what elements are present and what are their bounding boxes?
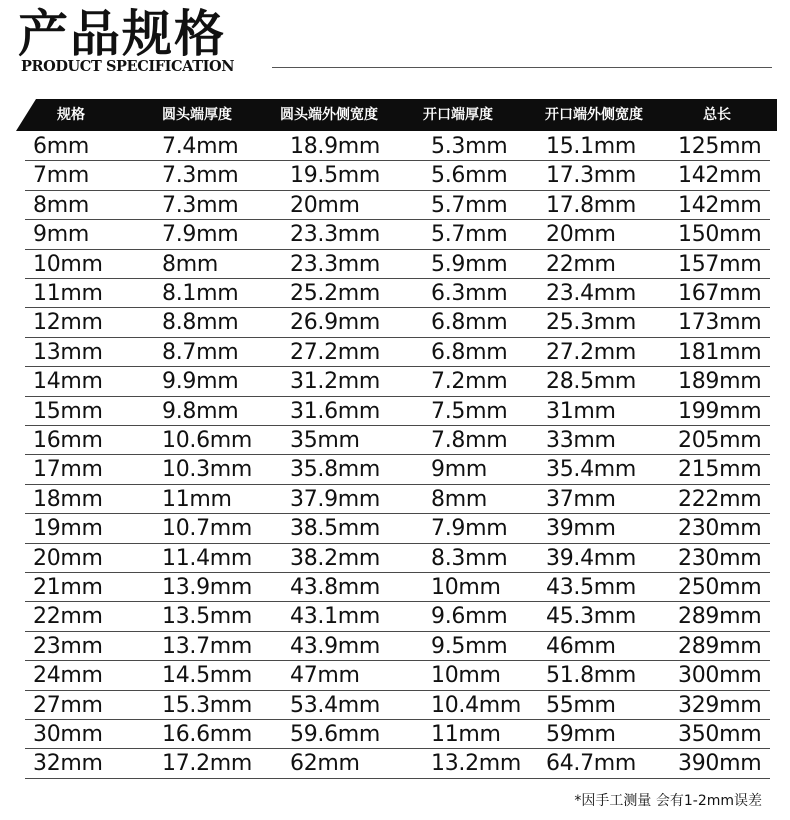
cell-round-end-thickness: 13.7mm	[162, 633, 253, 659]
row-divider	[25, 249, 770, 250]
cell-total-length: 181mm	[678, 339, 762, 365]
cell-size: 15mm	[33, 398, 103, 424]
cell-open-end-outer-width: 17.8mm	[546, 192, 637, 218]
cell-open-end-outer-width: 17.3mm	[546, 163, 637, 189]
cell-total-length: 215mm	[678, 457, 762, 483]
cell-open-end-thickness: 9.5mm	[431, 633, 508, 659]
cell-total-length: 289mm	[678, 633, 762, 659]
cell-size: 16mm	[33, 428, 103, 453]
cell-open-end-outer-width: 43.5mm	[546, 575, 637, 600]
cell-total-length: 142mm	[678, 163, 762, 189]
cell-round-end-thickness: 8.1mm	[162, 281, 239, 306]
cell-round-end-outer-width: 53.4mm	[290, 692, 381, 718]
cell-size: 9mm	[33, 222, 89, 248]
cell-size: 32mm	[33, 751, 103, 777]
cell-round-end-thickness: 10.3mm	[162, 457, 253, 483]
cell-open-end-outer-width: 15.1mm	[546, 134, 637, 159]
cell-round-end-outer-width: 26.9mm	[290, 310, 381, 336]
row-divider	[25, 601, 770, 602]
cell-round-end-thickness: 10.6mm	[162, 428, 253, 453]
cell-open-end-outer-width: 28.5mm	[546, 369, 637, 395]
cell-open-end-thickness: 10mm	[431, 663, 501, 689]
cell-open-end-thickness: 9mm	[431, 457, 487, 483]
cell-size: 19mm	[33, 516, 103, 542]
cell-size: 8mm	[33, 192, 89, 218]
cell-total-length: 150mm	[678, 222, 762, 248]
cell-size: 23mm	[33, 633, 103, 659]
cell-total-length: 199mm	[678, 398, 762, 424]
cell-total-length: 329mm	[678, 692, 762, 718]
cell-open-end-outer-width: 39mm	[546, 516, 616, 542]
cell-open-end-outer-width: 55mm	[546, 692, 616, 718]
cell-open-end-outer-width: 25.3mm	[546, 310, 637, 336]
cell-size: 13mm	[33, 339, 103, 365]
cell-size: 22mm	[33, 604, 103, 630]
cell-size: 10mm	[33, 251, 103, 277]
row-divider	[25, 513, 770, 514]
cell-open-end-outer-width: 64.7mm	[546, 751, 637, 777]
row-divider	[25, 160, 770, 161]
row-divider	[25, 690, 770, 691]
cell-round-end-thickness: 13.9mm	[162, 575, 253, 600]
cell-open-end-thickness: 7.2mm	[431, 369, 508, 395]
cell-open-end-outer-width: 39.4mm	[546, 545, 637, 571]
page-title: 产品规格	[18, 5, 226, 63]
row-divider	[25, 660, 770, 661]
cell-round-end-outer-width: 43.8mm	[290, 575, 381, 600]
cell-round-end-outer-width: 43.9mm	[290, 633, 381, 659]
cell-round-end-thickness: 8mm	[162, 251, 218, 277]
cell-total-length: 125mm	[678, 134, 762, 159]
cell-open-end-thickness: 8mm	[431, 486, 487, 512]
cell-total-length: 230mm	[678, 545, 762, 571]
cell-size: 6mm	[33, 134, 89, 159]
cell-open-end-outer-width: 22mm	[546, 251, 616, 277]
cell-open-end-thickness: 7.9mm	[431, 516, 508, 542]
header-open-end-outer-width: 开口端外侧宽度	[545, 107, 643, 123]
header-round-end-thickness: 圆头端厚度	[162, 107, 232, 123]
cell-round-end-thickness: 16.6mm	[162, 722, 253, 747]
header-round-end-outer-width: 圆头端外侧宽度	[280, 107, 378, 123]
row-divider	[25, 454, 770, 455]
cell-round-end-thickness: 7.9mm	[162, 222, 239, 248]
cell-round-end-outer-width: 27.2mm	[290, 339, 381, 365]
cell-round-end-thickness: 8.8mm	[162, 310, 239, 336]
cell-size: 30mm	[33, 722, 103, 747]
cell-round-end-thickness: 17.2mm	[162, 751, 253, 777]
cell-round-end-outer-width: 35mm	[290, 428, 360, 453]
cell-open-end-outer-width: 59mm	[546, 722, 616, 747]
cell-round-end-outer-width: 43.1mm	[290, 604, 381, 630]
cell-open-end-outer-width: 31mm	[546, 398, 616, 424]
cell-round-end-thickness: 14.5mm	[162, 663, 253, 689]
cell-open-end-outer-width: 51.8mm	[546, 663, 637, 689]
cell-size: 14mm	[33, 369, 103, 395]
cell-round-end-outer-width: 38.2mm	[290, 545, 381, 571]
cell-total-length: 189mm	[678, 369, 762, 395]
cell-open-end-thickness: 5.9mm	[431, 251, 508, 277]
cell-total-length: 157mm	[678, 251, 762, 277]
row-divider	[25, 396, 770, 397]
cell-open-end-thickness: 5.6mm	[431, 163, 508, 189]
cell-total-length: 222mm	[678, 486, 762, 512]
cell-open-end-thickness: 10.4mm	[431, 692, 522, 718]
row-divider	[25, 366, 770, 367]
cell-open-end-thickness: 5.7mm	[431, 192, 508, 218]
cell-open-end-thickness: 5.7mm	[431, 222, 508, 248]
row-divider	[25, 219, 770, 220]
cell-open-end-thickness: 13.2mm	[431, 751, 522, 777]
cell-open-end-outer-width: 27.2mm	[546, 339, 637, 365]
cell-round-end-thickness: 11mm	[162, 486, 232, 512]
cell-open-end-outer-width: 23.4mm	[546, 281, 637, 306]
cell-round-end-outer-width: 37.9mm	[290, 486, 381, 512]
cell-round-end-outer-width: 18.9mm	[290, 134, 381, 159]
cell-round-end-thickness: 7.4mm	[162, 134, 239, 159]
row-divider	[25, 631, 770, 632]
header-size: 规格	[57, 107, 85, 123]
cell-round-end-thickness: 9.8mm	[162, 398, 239, 424]
cell-round-end-thickness: 15.3mm	[162, 692, 253, 718]
measurement-footnote: *因手工测量 会有1-2mm误差	[574, 793, 762, 809]
row-divider	[25, 278, 770, 279]
cell-round-end-thickness: 7.3mm	[162, 192, 239, 218]
cell-round-end-thickness: 10.7mm	[162, 516, 253, 542]
cell-round-end-thickness: 8.7mm	[162, 339, 239, 365]
cell-open-end-outer-width: 20mm	[546, 222, 616, 248]
cell-open-end-thickness: 6.3mm	[431, 281, 508, 306]
cell-size: 11mm	[33, 281, 103, 306]
cell-open-end-thickness: 5.3mm	[431, 134, 508, 159]
cell-total-length: 230mm	[678, 516, 762, 542]
cell-size: 27mm	[33, 692, 103, 718]
row-divider	[25, 307, 770, 308]
row-divider	[25, 719, 770, 720]
row-divider	[25, 484, 770, 485]
cell-round-end-thickness: 11.4mm	[162, 545, 253, 571]
cell-size: 24mm	[33, 663, 103, 689]
cell-open-end-thickness: 8.3mm	[431, 545, 508, 571]
cell-size: 12mm	[33, 310, 103, 336]
cell-round-end-outer-width: 62mm	[290, 751, 360, 777]
cell-open-end-thickness: 7.8mm	[431, 428, 508, 453]
row-divider	[25, 572, 770, 573]
cell-round-end-outer-width: 19.5mm	[290, 163, 381, 189]
cell-total-length: 173mm	[678, 310, 762, 336]
cell-round-end-outer-width: 25.2mm	[290, 281, 381, 306]
cell-open-end-outer-width: 46mm	[546, 633, 616, 659]
cell-open-end-outer-width: 37mm	[546, 486, 616, 512]
cell-open-end-thickness: 6.8mm	[431, 339, 508, 365]
cell-round-end-outer-width: 31.6mm	[290, 398, 381, 424]
cell-round-end-outer-width: 35.8mm	[290, 457, 381, 483]
cell-open-end-outer-width: 35.4mm	[546, 457, 637, 483]
row-divider	[25, 337, 770, 338]
cell-total-length: 390mm	[678, 751, 762, 777]
page-subtitle: PRODUCT SPECIFICATION	[21, 58, 235, 75]
cell-round-end-thickness: 13.5mm	[162, 604, 253, 630]
cell-round-end-outer-width: 23.3mm	[290, 251, 381, 277]
table-header-band	[16, 99, 777, 131]
cell-total-length: 289mm	[678, 604, 762, 630]
cell-total-length: 250mm	[678, 575, 762, 600]
cell-total-length: 205mm	[678, 428, 762, 453]
cell-size: 17mm	[33, 457, 103, 483]
cell-open-end-thickness: 9.6mm	[431, 604, 508, 630]
cell-round-end-thickness: 7.3mm	[162, 163, 239, 189]
cell-total-length: 142mm	[678, 192, 762, 218]
cell-total-length: 300mm	[678, 663, 762, 689]
cell-open-end-thickness: 10mm	[431, 575, 501, 600]
cell-round-end-thickness: 9.9mm	[162, 369, 239, 395]
cell-total-length: 167mm	[678, 281, 762, 306]
cell-open-end-outer-width: 33mm	[546, 428, 616, 453]
cell-round-end-outer-width: 38.5mm	[290, 516, 381, 542]
title-divider	[272, 67, 772, 68]
cell-size: 7mm	[33, 163, 89, 189]
row-divider	[25, 425, 770, 426]
row-divider	[25, 190, 770, 191]
cell-size: 21mm	[33, 575, 103, 600]
cell-round-end-outer-width: 31.2mm	[290, 369, 381, 395]
header-total-length: 总长	[703, 107, 731, 123]
cell-round-end-outer-width: 23.3mm	[290, 222, 381, 248]
cell-round-end-outer-width: 20mm	[290, 192, 360, 218]
header-open-end-thickness: 开口端厚度	[423, 107, 493, 123]
cell-open-end-thickness: 7.5mm	[431, 398, 508, 424]
cell-round-end-outer-width: 47mm	[290, 663, 360, 689]
row-divider	[25, 748, 770, 749]
cell-round-end-outer-width: 59.6mm	[290, 722, 381, 747]
row-divider	[25, 778, 770, 779]
row-divider	[25, 543, 770, 544]
cell-size: 20mm	[33, 545, 103, 571]
cell-open-end-thickness: 11mm	[431, 722, 501, 747]
cell-open-end-thickness: 6.8mm	[431, 310, 508, 336]
cell-open-end-outer-width: 45.3mm	[546, 604, 637, 630]
cell-size: 18mm	[33, 486, 103, 512]
cell-total-length: 350mm	[678, 722, 762, 747]
